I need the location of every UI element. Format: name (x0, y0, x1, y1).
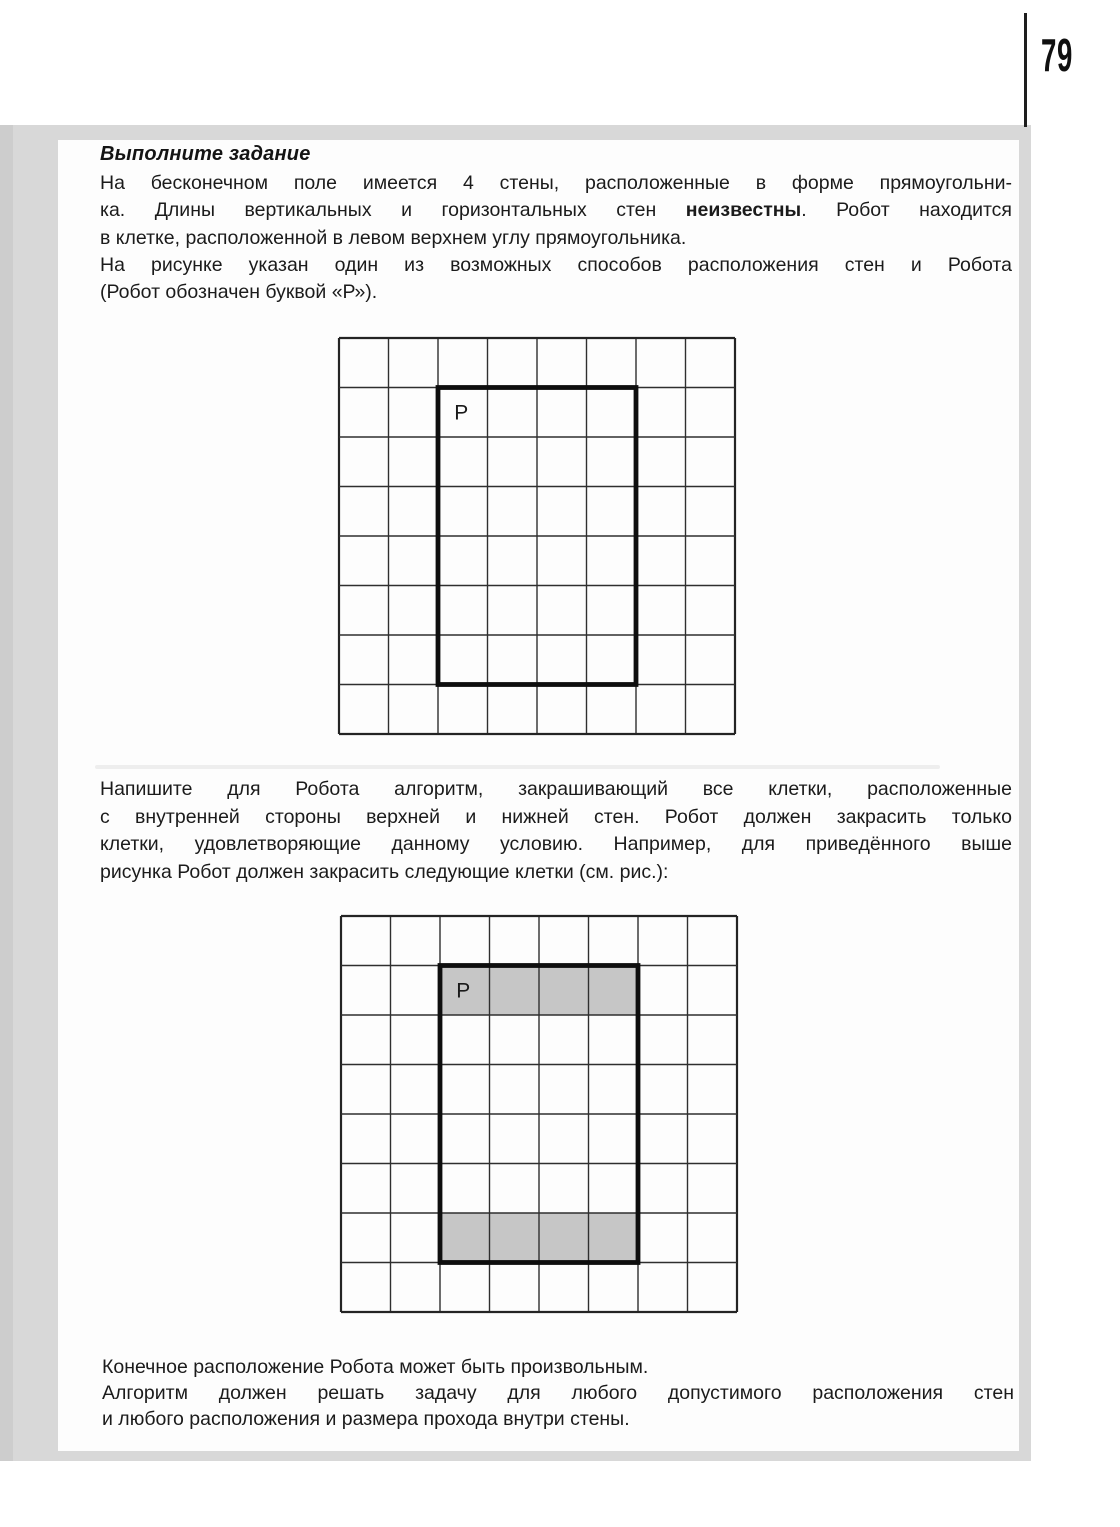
figure-painted-cells (336, 911, 742, 1317)
scan-artifact-streak (95, 765, 940, 769)
task-intro-paragraph (100, 170, 1012, 306)
shaded-cell (539, 1213, 589, 1263)
text-line: клетки, удовлетворяющие данному условию. Например, для приведённого выше (100, 833, 1012, 856)
grid-figure-painted-cells (336, 911, 742, 1322)
shaded-cell (589, 1213, 639, 1263)
text-line: (Робот обозначен буквой «Р»). (100, 281, 378, 304)
shaded-cell (589, 966, 639, 1016)
shaded-cell (490, 966, 540, 1016)
grid-figure-walls (334, 333, 740, 744)
task-heading: Выполните задание (100, 143, 311, 165)
scan-left-edge (0, 125, 13, 1461)
task-middle-paragraph (100, 776, 1012, 886)
text-span: ка. Длины вертикальных и горизонтальных стен (100, 199, 686, 222)
figure-walls-example (334, 333, 740, 739)
robot-label: Р (454, 401, 469, 425)
shaded-cell (440, 1213, 490, 1263)
shaded-cell (539, 966, 589, 1016)
text-line: Алгоритм должен решать задачу для любого допустимого расположения стен (102, 1382, 1014, 1405)
robot-label: Р (456, 979, 471, 1003)
text-line: в клетке, расположенной в левом верхнем углу прямоугольника. (100, 226, 687, 249)
task-final-paragraph (102, 1354, 1014, 1433)
bold-text-span: неизвестны (685, 199, 802, 222)
text-span: . Робот находится (801, 199, 1012, 222)
page-number: 79 (1041, 29, 1073, 81)
shaded-cell (490, 1213, 540, 1263)
text-line: На бесконечном поле имеется 4 стены, расположенные в форме прямоугольни- (100, 172, 1012, 194)
text-line: Конечное расположение Робота может быть произвольным. (102, 1356, 649, 1378)
text-line: с внутренней стороны верхней и нижней стен. Робот должен закрасить только (100, 805, 1012, 828)
text-line: На рисунке указан один из возможных способов расположения стен и Робота (100, 253, 1012, 276)
text-line: рисунка Робот должен закрасить следующие клетки (см. рис.): (100, 860, 669, 883)
text-line (100, 197, 1012, 224)
text-line: Напишите для Робота алгоритм, закрашивающий все клетки, расположенные (100, 778, 1012, 800)
text-line: и любого расположения и размера прохода внутри стены. (102, 1408, 630, 1431)
page-number-divider (1024, 13, 1027, 127)
